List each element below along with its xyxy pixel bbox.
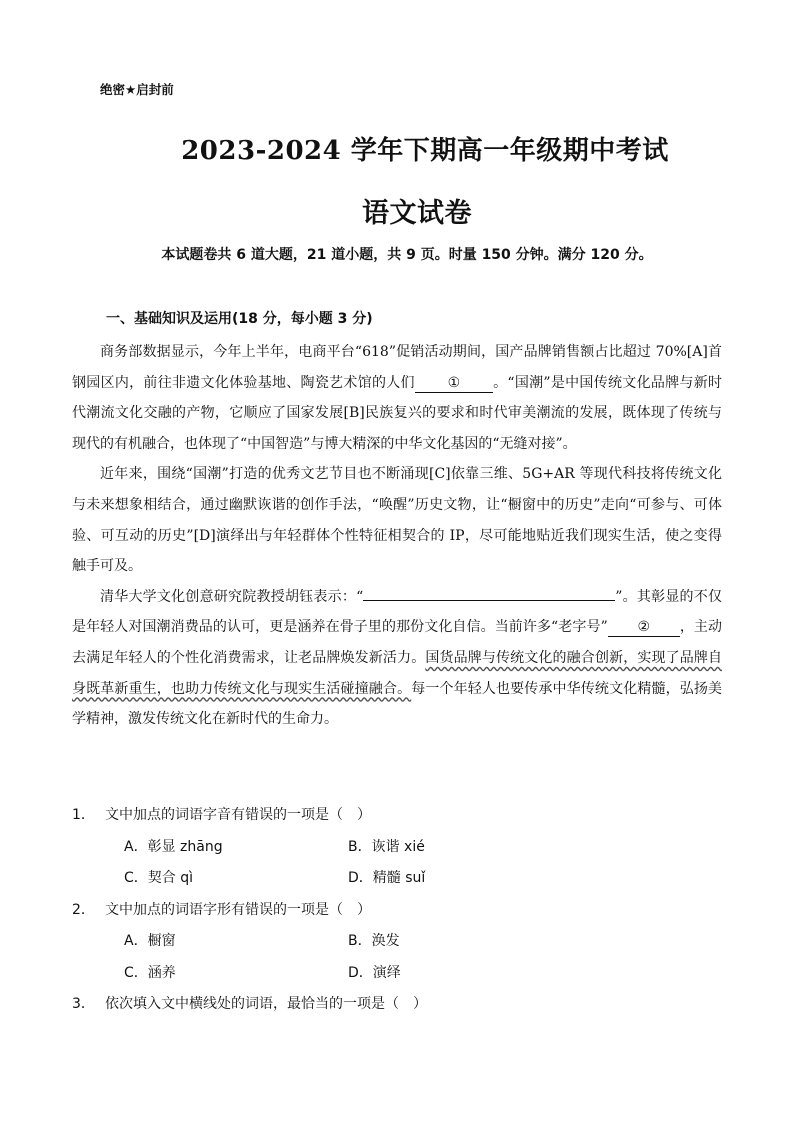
quote-blank <box>363 600 615 601</box>
question-2-option-a: A．橱窗 <box>124 933 176 949</box>
question-1-number: 1． <box>72 807 95 823</box>
question-2-option-b: B．涣发 <box>348 933 400 949</box>
paragraph-1-part-a: 商务部数据显示，今年上半年，电商平台“618”促销活动期间，国产品牌销售额占比超过 70%[A]首钢园区内，前往非遗文化体验基地、陶瓷艺术馆的人们 <box>72 344 722 391</box>
question-2-options-row-2 <box>72 958 722 990</box>
paragraph-3-part-c: ，主动去满足年轻人的个性化消费需求，让老品牌焕发新活力。 <box>72 619 723 666</box>
paragraph-3-part-b: ”。其彰显的不仅是年轻人对国潮消费品的认可，更是涵养在骨子里的那份文化自信。当前许多“老字号” <box>72 588 722 636</box>
question-2-options-row-1 <box>72 926 722 958</box>
question-1-option-a: A．彰显 zhāng <box>124 838 223 855</box>
question-1-options-row-1 <box>72 832 722 864</box>
secret-label: 绝密★启封前 <box>100 82 174 97</box>
question-2-stem: 文中加点的词语字形有错误的一项是（ ） <box>105 901 371 918</box>
question-1 <box>72 800 722 832</box>
blank-1: ① <box>415 374 493 393</box>
blank-2: ② <box>608 618 680 637</box>
question-3-number: 3． <box>72 996 95 1012</box>
paragraph-3 <box>72 582 722 735</box>
question-3 <box>72 989 722 1021</box>
paragraph-2: 近年来，围绕“国潮”打造的优秀文艺节目也不断涌现[C]依靠三维、5G+AR 等现代科技将传统文化与未来想象相结合，通过幽默诙谐的创作手法，“唤醒”历史文物，让“橱窗中的历史”走向“可参与、可体验、可互动的历史”[D]演绎出与年轻群体个性特征相契合的 IP，尽可能地贴近我们现实生活，使之变得触手可及。 <box>72 466 722 575</box>
question-2-option-d: D．演绎 <box>348 964 401 981</box>
section-heading: 一、基础知识及运用(18 分，每小题 3 分) <box>106 311 373 327</box>
paragraph-1-part-b: 。“国潮”是中国传统文化品牌与新时代潮流文化交融的产物，它顺应了国家发展[B]民族复兴的要求和时代审美潮流的发展，既体现了传统与现代的有机融合，也体现了“中国智造”与博大精深的中华文化基因的“无缝对接”。 <box>72 374 722 452</box>
paragraph-3-part-a: 清华大学文化创意研究院教授胡钰表示：“ <box>100 588 364 605</box>
question-1-option-b: B．诙谐 xié <box>348 838 425 855</box>
paragraph-3-part-d: 每一个年轻人也要传承中华传统文化精髓，弘扬美学精神，激发传统文化在新时代的生命力。 <box>72 680 723 728</box>
question-3-stem: 依次填入文中横线处的词语，最恰当的一项是（ ） <box>105 996 427 1012</box>
wavy-underlined-sentence: 国货品牌与传统文化的融合创新，实现了品牌自身既革新重生，也助力传统文化与现实生活碰撞融合。 <box>72 649 723 697</box>
reading-passage <box>72 337 722 735</box>
paragraph-1 <box>72 337 722 459</box>
questions <box>72 800 722 1021</box>
exam-title: 2023-2024 学年下期高一年级期中考试 <box>181 136 669 166</box>
question-1-option-c: C．契合 qì <box>124 870 194 886</box>
exam-info: 本试题卷共 6 道大题，21 道小题，共 9 页。时量 150 分钟。满分 120 分。 <box>161 247 653 263</box>
question-1-options-row-2 <box>72 863 722 895</box>
question-1-option-d: D．精髓 suǐ <box>348 870 426 886</box>
question-2 <box>72 895 722 927</box>
question-2-number: 2． <box>72 901 95 918</box>
question-1-stem: 文中加点的词语字音有错误的一项是（ ） <box>105 807 371 823</box>
exam-subtitle: 语文试卷 <box>362 198 472 229</box>
question-2-option-c: C．涵养 <box>124 964 176 981</box>
